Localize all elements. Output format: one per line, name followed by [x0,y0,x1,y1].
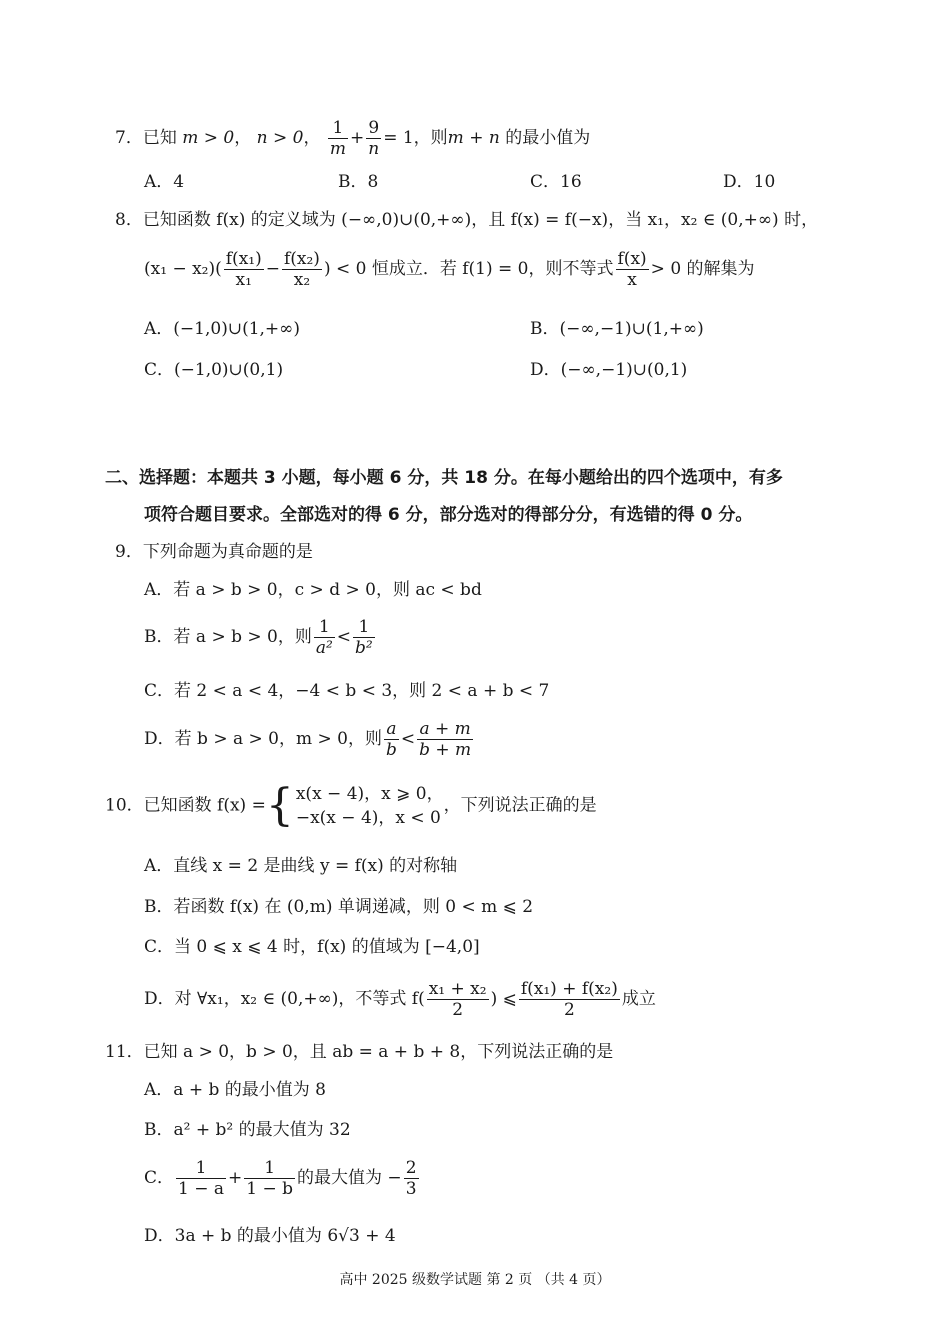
q10-stem: 10．已知函数 f(x) ={ x(x − 4)，x ⩾ 0， −x(x − 4)，x < 0 ，下列说法正确的是 [105,780,597,831]
q9-option-a: A．若 a > b > 0，c > d > 0，则 ac < bd [144,580,482,600]
q9-option-c: C．若 2 < a < 4，−4 < b < 3，则 2 < a + b < 7 [144,681,550,701]
q11-fraction-2-over-3: $\frac{2}{3}$ [405,1158,417,1199]
q8-fraction-fx2-over-x2: $\frac{\text{f(x₂)}}{\text{x₂}}$ [283,249,320,290]
q7-option-a: A．4 [144,172,185,192]
q9-fraction-a-over-b: $\frac{a}{b}$ [385,719,397,760]
q8-fraction-fx1-over-x1: $\frac{\text{f(x₁)}}{\text{x₁}}$ [225,249,262,290]
q9-option-b: B．若 a > b > 0，则 $\frac{1}{\text{a²}}$ < $\frac{1}{\text{b²}}$ [144,617,373,658]
q8-number: 8． [115,210,143,230]
q8-option-c: C．(−1,0)∪(0,1) [144,360,284,380]
q11-option-b: B．a² + b² 的最大值为 32 [144,1120,351,1140]
section-2-heading-line2: 项符合题目要求。全部选对的得 6 分，部分选对的得部分分，有选错的得 0 分。 [144,505,753,525]
q11-number: 11． [105,1042,144,1062]
q10-option-b: B．若函数 f(x) 在 (0,m) 单调递减，则 0 < m ⩽ 2 [144,897,534,917]
q10-piecewise-cases: x(x − 4)，x ⩾ 0， −x(x − 4)，x < 0 [295,784,444,828]
q8-option-d: D．(−∞,−1)∪(0,1) [530,360,688,380]
q11-option-c: C． $\frac{1}{1 - a}$ + $\frac{1}{1 - b}$ 的最大值为 − $\frac{2}{3}$ [144,1158,417,1199]
q10-option-d: D．对 ∀x₁，x₂ ∈ (0,+∞)，不等式 f( $\frac{\text{x₁ + x₂}}{2}$ ) ⩽ $\frac{\text{f(x₁) + f(x₂)}}{2}$ 成立 [144,979,656,1020]
q8-option-a: A．(−1,0)∪(1,+∞) [144,319,300,339]
q9-fraction-1-over-b2: $\frac{1}{\text{b²}}$ [355,617,373,658]
q8-fraction-fx-over-x: $\frac{f(x)}{x}$ [617,249,647,290]
q10-option-c: C．当 0 ⩽ x ⩽ 4 时，f(x) 的值域为 [−4,0] [144,937,480,957]
q7-number: 7． [115,128,143,148]
page-footer: 高中 2025 级数学试题 第 2 页 （共 4 页） [339,1272,611,1288]
q11-fraction-1-over-1-minus-b: $\frac{1}{1 - b}$ [246,1158,294,1199]
q9-option-d: D．若 b > a > 0，m > 0，则 $\frac{a}{b}$ < $\frac{a + m}{b + m}$ [144,719,472,760]
q10-number: 10． [105,795,144,816]
q11-option-d: D．3a + b 的最小值为 6√3 + 4 [144,1226,396,1246]
q11-option-a: A．a + b 的最小值为 8 [144,1080,326,1100]
q7-fraction-1-over-m: $\frac{1}{m}$ [329,118,346,159]
q10-fraction-fx1fx2-over-2: $\frac{\text{f(x₁) + f(x₂)}}{2}$ [520,979,618,1020]
q8-option-b: B．(−∞,−1)∪(1,+∞) [530,319,704,339]
q11-stem: 11．已知 a > 0，b > 0，且 ab = a + b + 8，下列说法正确的是 [105,1042,614,1062]
q9-fraction-1-over-a2: $\frac{1}{\text{a²}}$ [315,617,333,658]
q8-stem-line2: (x₁ − x₂)( $\frac{\text{f(x₁)}}{\text{x₁}}$ − $\frac{\text{f(x₂)}}{\text{x₂}}$ ) < 0 恒成立．若 f(1) = 0，则不等式 $\frac{f(x)}{x}$ > 0 的解集为 [144,249,755,290]
q9-fraction-am-over-bm: $\frac{a + m}{b + m}$ [419,719,472,760]
q7-fraction-9-over-n: $\frac{9}{n}$ [368,118,380,159]
q9-stem: 9．下列命题为真命题的是 [115,542,313,562]
q9-number: 9． [115,542,143,562]
q10-option-a: A．直线 x = 2 是曲线 y = f(x) 的对称轴 [144,856,458,876]
q7-option-d: D．10 [723,172,776,192]
section-2-heading-line1: 二、选择题：本题共 3 小题，每小题 6 分，共 18 分。在每小题给出的四个选项中，有多 [105,468,783,488]
q8-stem-line1: 8．已知函数 f(x) 的定义域为 (−∞,0)∪(0,+∞)，且 f(x) = f(−x)，当 x₁，x₂ ∈ (0,+∞) 时， [115,210,819,230]
left-brace-icon: { [265,780,294,831]
q10-fraction-x1x2-over-2: $\frac{\text{x₁ + x₂}}{2}$ [428,979,487,1020]
q7-stem: 7．已知 m > 0， n > 0， $\frac{1}{m}$ + $\frac{9}{n}$ = 1，则m + n 的最小值为 [115,118,591,159]
q7-option-c: C．16 [530,172,582,192]
q7-option-b: B．8 [338,172,379,192]
q11-fraction-1-over-1-minus-a: $\frac{1}{1 - a}$ [178,1158,225,1199]
